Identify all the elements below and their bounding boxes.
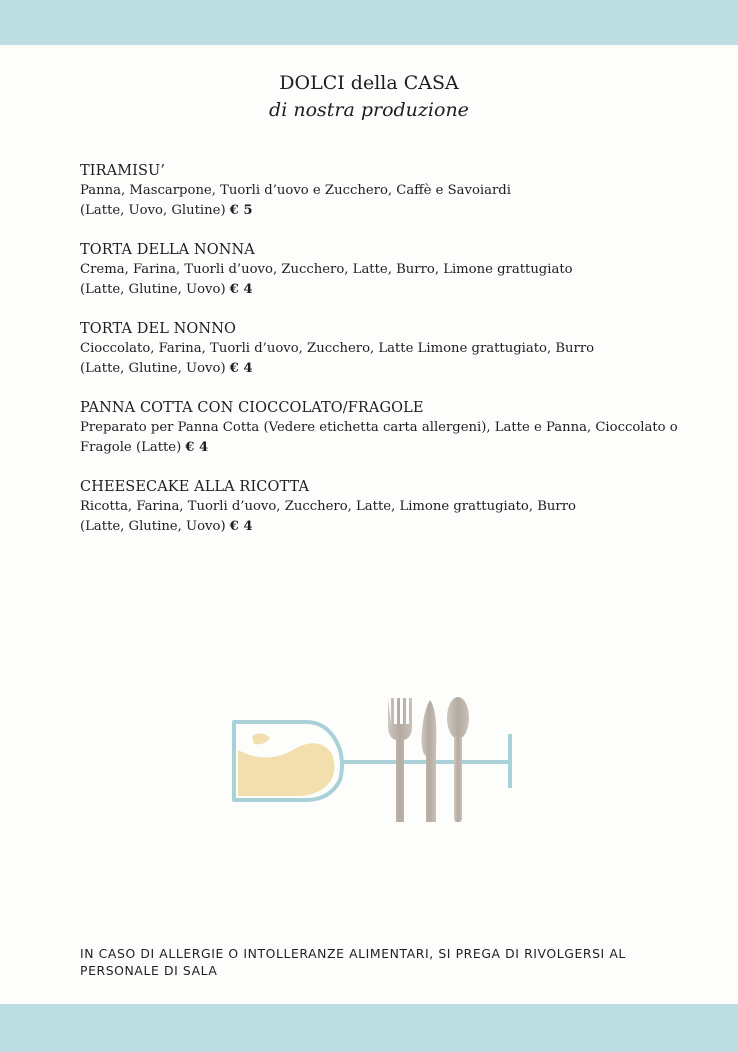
menu-item-torta-del-nonno — [80, 319, 680, 379]
bottom-color-band — [0, 1004, 738, 1052]
ingredients-text: Panna, Mascarpone, Tuorli d’uovo e Zucchero, Caffè e Savoiardi — [80, 183, 511, 198]
wine-glass-icon — [234, 722, 510, 800]
menu-item-panna-cotta — [80, 398, 680, 458]
allergens-text: (Latte, Uovo, Glutine) — [80, 203, 226, 218]
page-title: DOLCI della CASA — [279, 72, 459, 94]
menu-item-tiramisu — [80, 161, 680, 221]
ingredients-text: Cioccolato, Farina, Tuorli d’uovo, Zucchero, Latte Limone grattugiato, Burro — [80, 341, 595, 356]
price-label: € 4 — [229, 282, 253, 297]
menu-item-name: PANNA COTTA CON CIOCCOLATO/FRAGOLE — [80, 400, 424, 416]
page-subtitle: di nostra produzione — [269, 99, 469, 121]
menu-item-name: TORTA DELLA NONNA — [80, 242, 255, 258]
dessert-list — [80, 161, 680, 556]
menu-item-description — [80, 260, 680, 300]
allergens-text: (Latte, Glutine, Uovo) — [80, 361, 226, 376]
menu-item-cheesecake — [80, 477, 680, 537]
menu-item-description — [80, 418, 680, 458]
menu-item-name: CHEESECAKE ALLA RICOTTA — [80, 479, 310, 495]
allergens-text: (Latte, Glutine, Uovo) — [80, 519, 226, 534]
top-color-band — [0, 0, 738, 45]
price-label: € 4 — [185, 440, 209, 455]
ingredients-text: Ricotta, Farina, Tuorli d’uovo, Zucchero, Latte, Limone grattugiato, Burro — [80, 499, 576, 514]
menu-item-torta-della-nonna — [80, 240, 680, 300]
menu-item-description — [80, 339, 680, 379]
allergy-notice: IN CASO DI ALLERGIE O INTOLLERANZE ALIMENTARI, SI PREGA DI RIVOLGERSI AL PERSONALE DI SALA — [80, 946, 626, 978]
allergens-text: (Latte) — [135, 440, 182, 455]
price-label: € 4 — [229, 361, 253, 376]
price-label: € 5 — [229, 203, 253, 218]
menu-header — [0, 70, 738, 124]
price-label: € 4 — [229, 519, 253, 534]
menu-item-description — [80, 181, 680, 221]
ingredients-text: Preparato per Panna Cotta (Vedere etichetta carta allergeni), Latte e Panna, Cioccolato o Fragole — [80, 420, 678, 455]
menu-item-name: TIRAMISU’ — [80, 163, 166, 179]
allergens-text: (Latte, Glutine, Uovo) — [80, 282, 226, 297]
menu-item-description — [80, 497, 680, 537]
spoon-icon — [447, 697, 469, 822]
wine-and-cutlery-illustration — [228, 690, 518, 830]
ingredients-text: Crema, Farina, Tuorli d’uovo, Zucchero, Latte, Burro, Limone grattugiato — [80, 262, 573, 277]
menu-item-name: TORTA DEL NONNO — [80, 321, 236, 337]
